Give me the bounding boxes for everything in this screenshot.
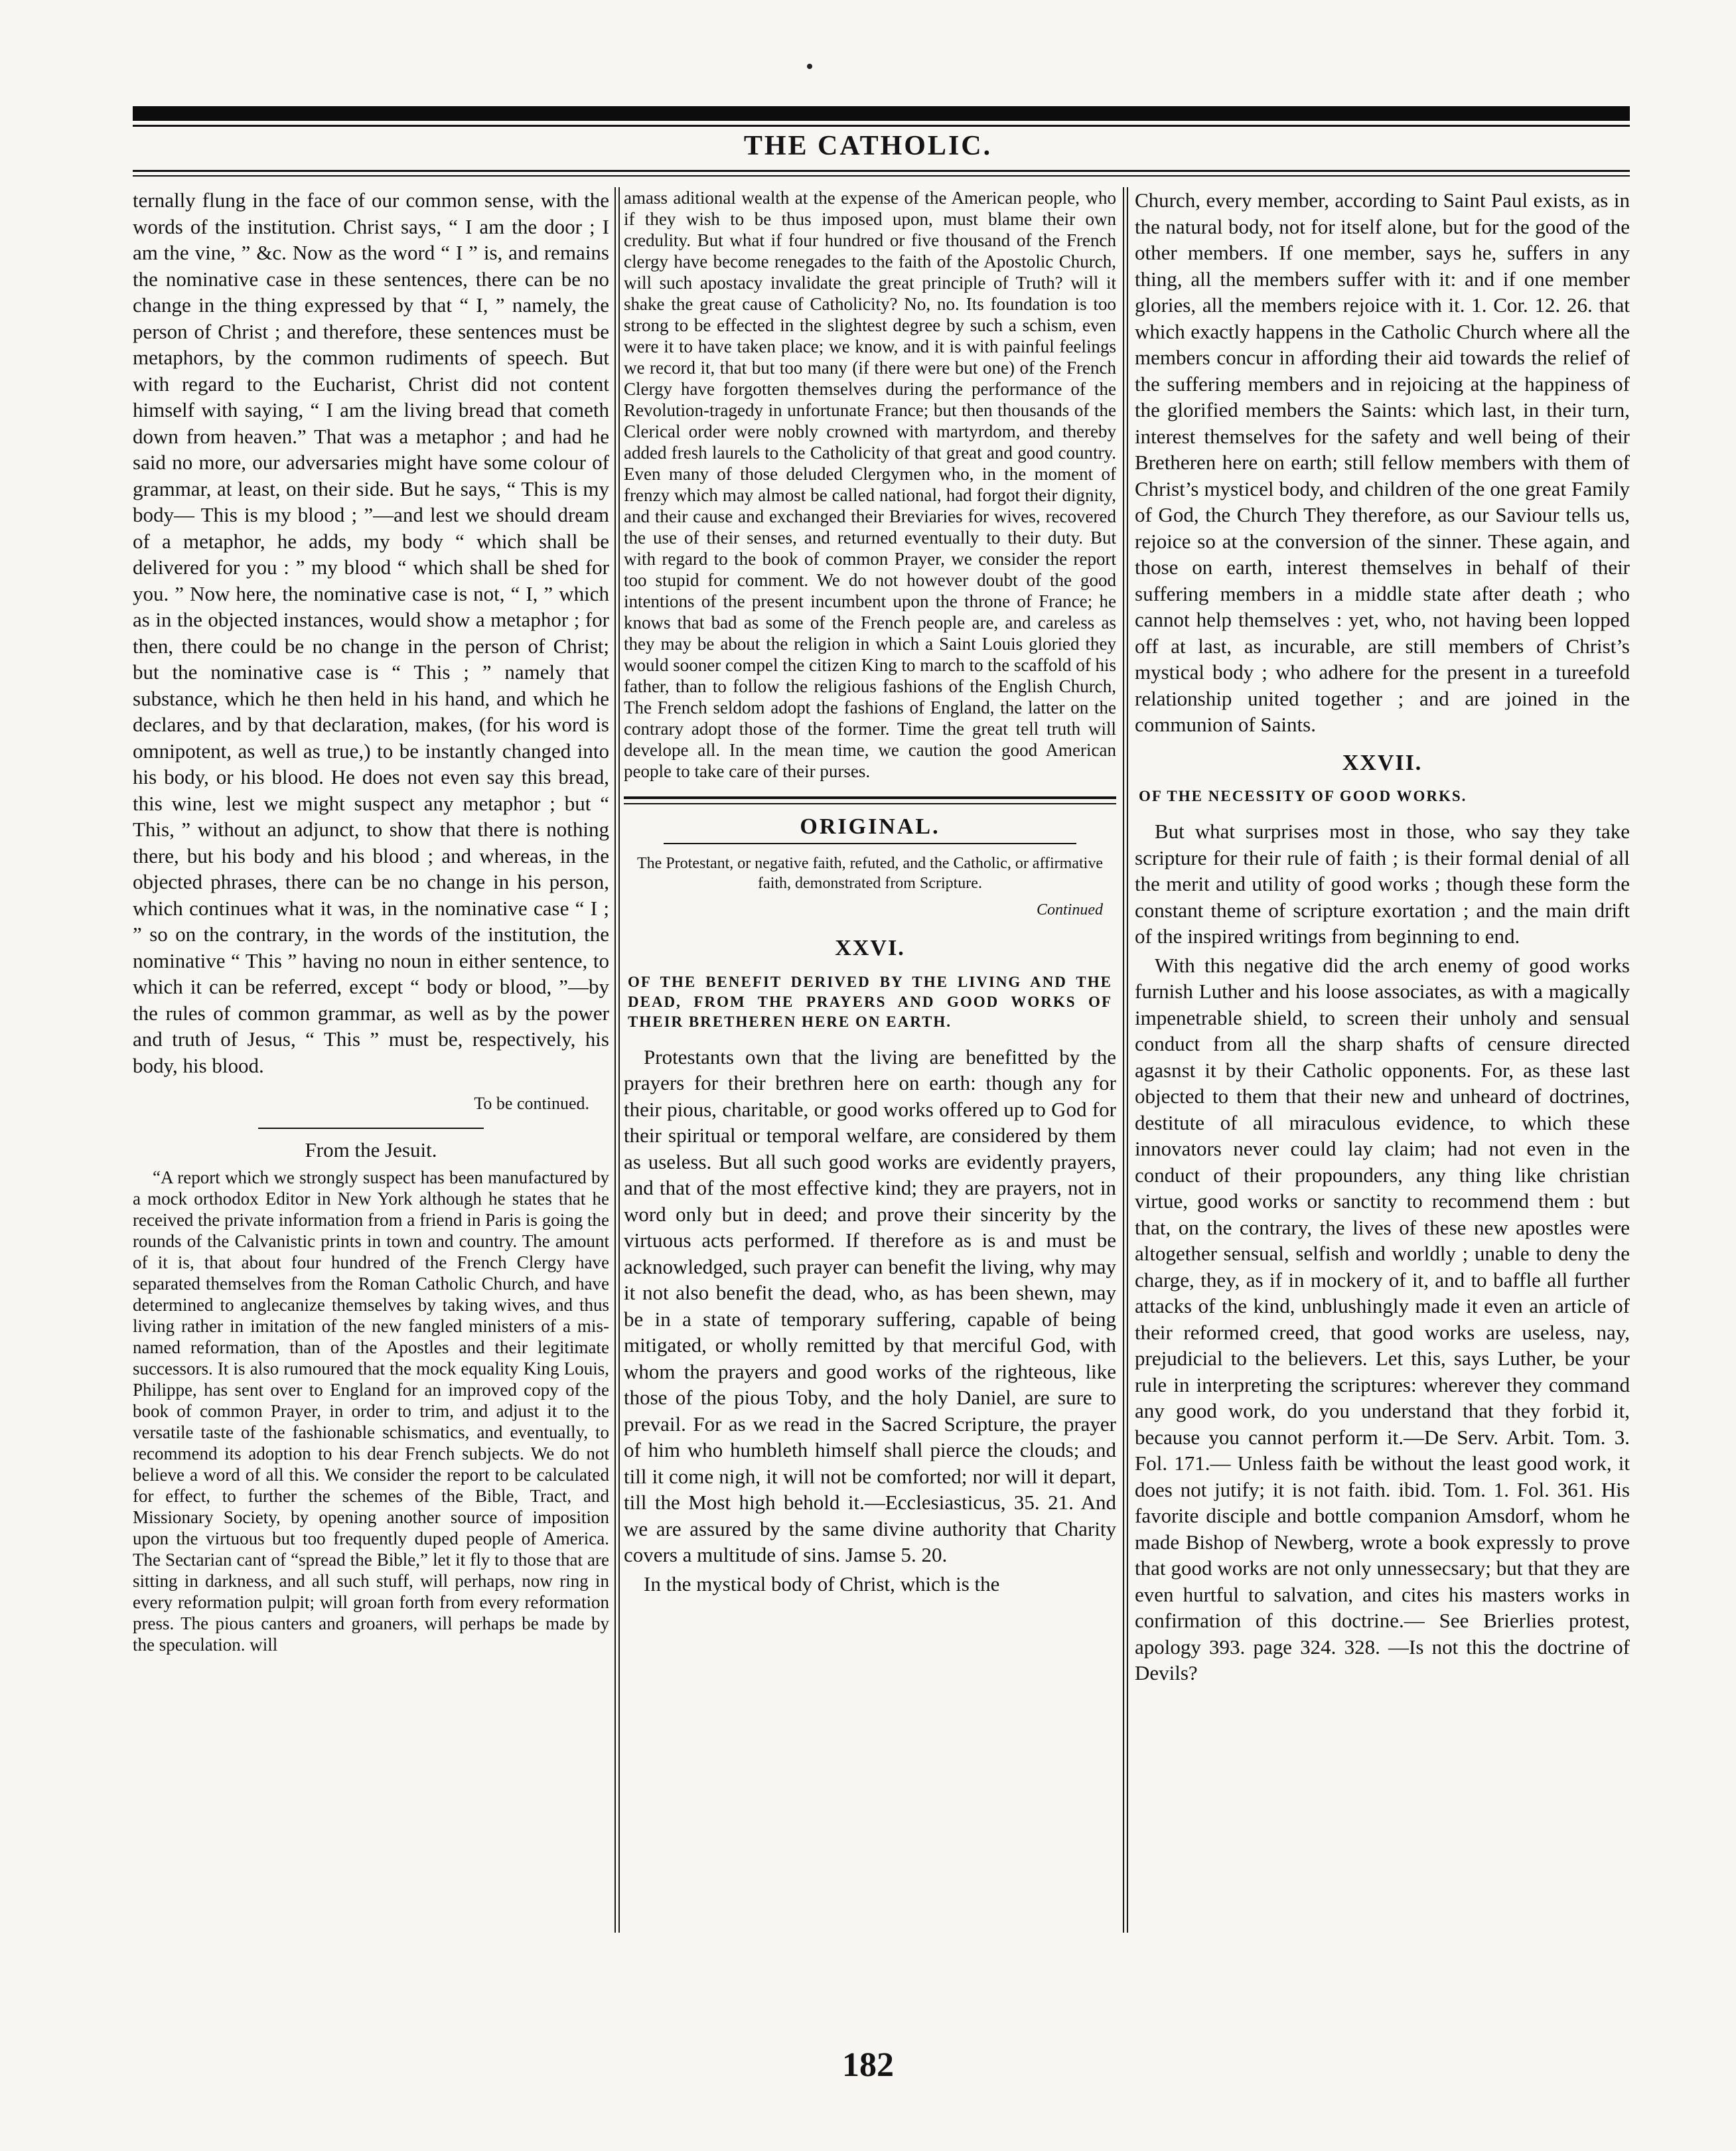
section-separator bbox=[624, 796, 1116, 804]
continued-label: Continued bbox=[1037, 901, 1103, 919]
chapter-number: XXVII. bbox=[1342, 750, 1423, 775]
chapter-number: XXVI. bbox=[835, 936, 905, 960]
article-paragraph: Church, every member, according to Saint Paul exists, as in the natural body, not for itself alone, but for the good of the other members. If one member, says he, suffers in any thing, all the members suffer with it: and if one member glories, all the members rejoice with it. 1. Cor. 12. 26. that which exactly happens in the Catholic Church where all the members concur in affording their aid towards the relief of the suffering members and in rejoicing at the happiness of the glorified members the Saints: which last, in their turn, interest themselves for the safety and well being of their Bretheren here on earth; still fellow members with them of Christ’s mysticel body, and children of the one great Family of God, the Church They therefore, as our Saviour tells us, rejoice so at the conversion of the sinner. These again, and those on earth, interest themselves in behalf of their suffering members in a middle state after death ; who cannot help themselves : yet, who, not having been lopped off at last, as incurable, are still members of Christ’s mystical body ; who adhere for the present in a tureefold relationship united together ; and are joined in the communion of Saints. bbox=[1135, 188, 1630, 736]
column-divider bbox=[618, 187, 620, 1933]
source-attribution: From the Jesuit. bbox=[305, 1138, 437, 1161]
column-right bbox=[1135, 187, 1630, 1926]
header-rule-top bbox=[133, 170, 1630, 172]
column-divider bbox=[1127, 187, 1128, 1933]
article-paragraph: amass aditional wealth at the expense of the American people, who if they wish to be thus imposed upon, must blame their own credulity. But what if four hundred or five thousand of the French clergy have become renegades to the faith of the Apostolic Church, will such apostacy invalidate the great principle of Truth? will it shake the great cause of Catholicity? No, no. Its foundation is too strong to be effected in the slightest degree by such a schism, even were it to have taken place; we know, and it is with painful feelings we record it, that but too many (if there were but one) of the French Clergy have forgotten themselves during the performance of the Revolution-tragedy in unfortunate France; but then thousands of the Clerical order were nobly crowned with martyrdom, and thereby added fresh laurels to the Catholicity of that great and good country. Even many of those deluded Clergymen who, in the moment of frenzy which may almost be called national, had forgot their dignity, and their cause and exchanged their Breviaries for wives, recovered the use of their senses, and returned eventually to their duty. But with regard to the book of common Prayer, we consider the report too stupid for comment. We do not however doubt of the good intentions of the present incumbent upon the throne of France; he knows that bad as some of the French people are, and careless as they may be about the religion in which a Saint Louis gloried they would sooner compel the citizen King to march to the scaffold of his father, than to follow the religious fashions of the English Church, The French seldom adopt the fashions of England, the latter on the contrary adopt those of the former. Time the great tell truth will develope all. In the mean time, we caution the good American people to take care of their purses. bbox=[624, 188, 1116, 781]
to-be-continued: To be continued. bbox=[474, 1094, 589, 1113]
article-paragraph: But what surprises most in those, who say they take scripture for their rule of faith ; is their formal denial of all the merit and utility of good works ; though these form the constant theme of scripture exortation ; and the main drift of the inspired writings from beginning to end. bbox=[1135, 820, 1630, 948]
article-paragraph: With this negative did the arch enemy of good works furnish Luther and his loose associates, as with a magically impenetrable shield, to screen their unholy and sensual conduct from all the sharp shafts of censure directed agasnst it by their Catholic opponents. For, as these last objected to them that their new and unheard of doctrines, destitute of all miraculous evidence, to which these innovators never could lay claim; had not even in the conduct of their propounders, any thing like christian virtue, good works or sanctity to recommend them : but that, on the contrary, the lives of these new apostles were altogether sensual, selfish and worldly ; unable to deny the charge, they, as if in mockery of it, and to baffle all further attacks of the kind, unblushingly made it even an article of their reformed creed, that good works are useless, nay, prejudicial to the believers. Let this, says Luther, be your rule in interpreting the scriptures: wherever they command any good work, do you understand that they forbid it, because you cannot perform it.—De Serv. Arbit. Tom. 3. Fol. 171.— Unless faith be without the least good work, it does not jutify; it is not faith. ibid. Tom. 1. Fol. 361. His favorite disciple and bottle companion Amsdorf, whom he made Bishop of Newberg, wrote a book expressly to prove that good works are not only unnessecsary; but that they are even hurtful to salvation, and cites his masters works in confirmation of this doctrine.— See Brierlies protest, apology 393. page 324. 328. —Is not this the doctrine of Devils? bbox=[1135, 953, 1630, 1684]
page-number: 182 bbox=[842, 2046, 894, 2084]
article-paragraph: ternally flung in the face of our common sense, with the words of the institution. Christ says, “ I am the door ; I am the vine, ” &c. Now as the word “ I ” is, and remains the nominative case in these sentences, there can be no change in the thing expressed by that “ I, ” namely, the person of Christ ; and therefore, these sentences must be metaphors, by the common rudiments of speech. But with regard to the Eucharist, Christ did not content himself with saying, “ I am the living bread that cometh down from heaven.” That was a metaphor ; and had he said no more, our adversaries might have some colour of grammar, at least, on their side. But he says, “ This is my body— This is my blood ; ”—and lest we should dream of a metaphor, he adds, my body “ which shall be delivered for you : ” my blood “ which shall be shed for you. ” Now here, the nominative case is not, “ I, ” which as in the objected instances, would show a metaphor ; for then, there could be no change in the person of Christ; but the nominative case is “ This ; ” namely that substance, which he then held in his hand, and which he declares, and by that declaration, makes, (for his word is omnipotent, as well as true,) to be instantly changed into his body, or his blood. He does not even say this bread, this wine, lest we might suspect any metaphor ; but “ This, ” without an adjunct, to show that there is nothing there, but his body and his blood ; and whereas, in the objected phrases, there can be no change in his person, which continues what it was, in the nominative case “ I ; ” so on the contrary, in the words of the institution, the nominative “ This ” having no noun in either sentence, to which it can be referred, except “ body or blood, ”—by the rules of common grammar, as well as by the power and truth of Jesus, “ This ” must be, respectively, his body, his blood. bbox=[133, 188, 609, 1077]
column-left bbox=[133, 187, 609, 1926]
article-paragraph: In the mystical body of Christ, which is the bbox=[644, 1572, 1000, 1595]
section-heading: ORIGINAL. bbox=[664, 814, 1076, 844]
section-separator bbox=[258, 1128, 484, 1129]
chapter-title: OF THE NECESSITY OF GOOD WORKS. bbox=[1139, 788, 1467, 804]
article-paragraph: Protestants own that the living are benefitted by the prayers for their brethren here on earth: though any for their pious, charitable, or good works offered up to God for their spiritual or temporal welfare, are considered by them as useless. But all such good works are evidently prayers, and that of the most effective kind; they are prayers, not in word only but in deed; and prove their sincerity by the virtuous acts performed. If therefore as is and must be acknowledged, such prayer can benefit the living, why may it not also benefit the dead, who, as has been shewn, may be in a state of temporary suffering, capable of being mitigated, or wholly remitted by that merciful God, with whom the prayers and good works of the righteous, like those of the pious Toby, and the holy Daniel, are sure to prevail. For as we read in the Sacred Scripture, the prayer of him who humbleth himself shall pierce the clouds; and till it come nigh, it will not be comforted; nor will it depart, till the Most high behold it.—Ecclesiasticus, 35. 21. And we are assured by the same divine authority that Charity covers a multitude of sins. Jamse 5. 20. bbox=[624, 1045, 1116, 1566]
masthead-thick-rule bbox=[133, 106, 1630, 121]
running-title: THE CATHOLIC. bbox=[743, 131, 993, 161]
ink-speck bbox=[807, 64, 812, 69]
header-rule-bottom bbox=[133, 175, 1630, 177]
article-paragraph: “A report which we strongly suspect has been manufactured by a mock orthodox Editor in New York although he states that he received the private information from a friend in Paris is going the rounds of the Calvanistic prints in town and country. The amount of it is, that about four hundred of the French Clergy have separated themselves from the Roman Catholic Church, and have determined to anglecanize themselves by taking wives, and thus living rather in imitation of the new fangled ministers of a mis-named reformation, than of the Apostles and their legitimate successors. It is also rumoured that the mock equality King Louis, Philippe, has sent over to England for an improved copy of the book of common Prayer, in order to trim, and adjust it to the versatile taste of the fashionable schismatics, and eventually, to recommend its adoption to his dear French subjects. We do not believe a word of all this. We consider the report to be calculated for effect, to further the schemes of the Bible, Tract, and Missionary Society, by opening another source of imposition upon the virtuous but too frequently duped people of America. The Sectarian cant of “spread the Bible,” let it fly to those that are sitting in darkness, and all such stuff, will perhaps, now ring in every reformation pulpit; will groan forth from every reformation press. The pious canters and groaners, will perhaps be made by the speculation. will bbox=[133, 1167, 609, 1655]
column-divider bbox=[1123, 187, 1124, 1933]
masthead-thin-rule bbox=[133, 125, 1630, 127]
column-divider bbox=[615, 187, 616, 1933]
chapter-title: OF THE BENEFIT DERIVED BY THE LIVING AND THE DEAD, FROM THE PRAYERS AND GOOD WORKS OF THEIR BRETHEREN HERE ON EARTH. bbox=[628, 973, 1112, 1030]
column-middle bbox=[624, 187, 1116, 1926]
series-title: The Protestant, or negative faith, refuted, and the Catholic, or affirmative faith, demonstrated from Scripture. bbox=[637, 854, 1103, 892]
